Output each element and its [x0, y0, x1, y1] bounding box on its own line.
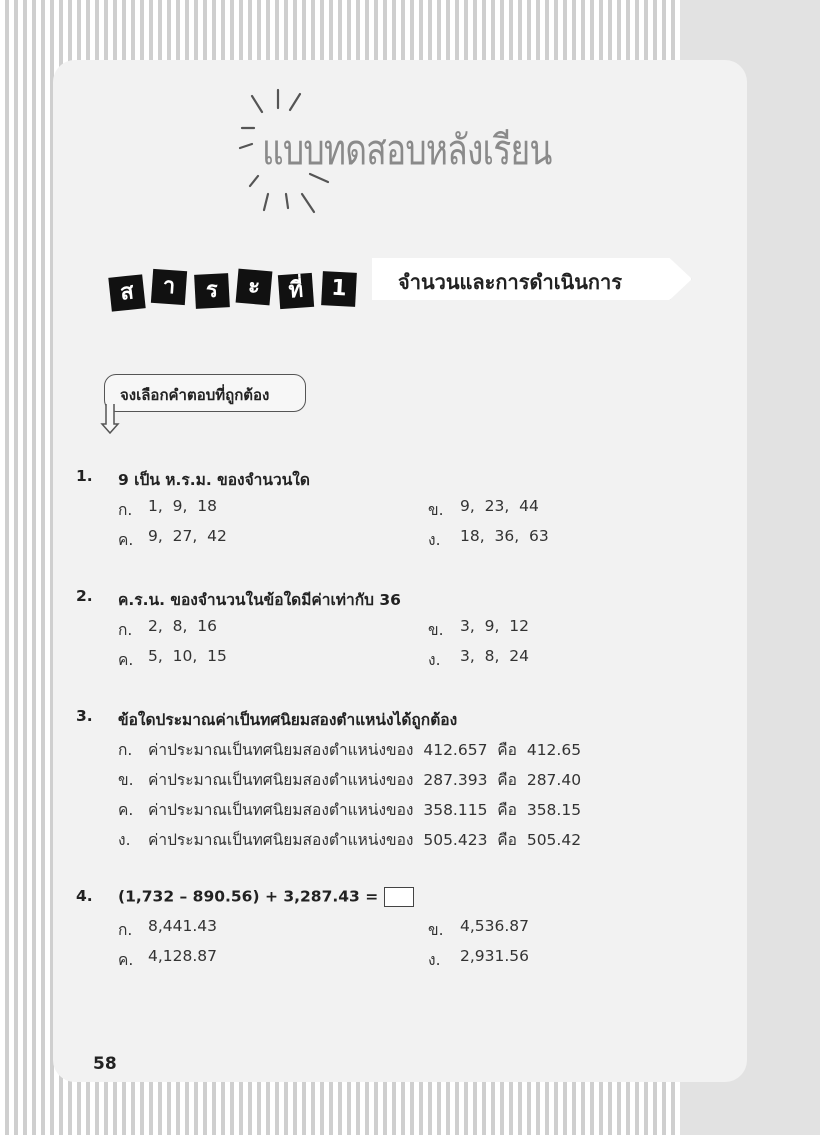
option-key: ข. [428, 921, 444, 939]
question-text: ข้อใดประมาณค่าเป็นทศนิยมสองตำแหน่งได้ถูกต้อง [118, 711, 458, 729]
question-number: 1. [76, 467, 93, 485]
option-text: 2,931.56 [460, 947, 530, 965]
section-badge: 1 [321, 271, 357, 307]
section-badge: ร [194, 273, 230, 309]
question-text: ค.ร.น. ของจำนวนในข้อใดมีค่าเท่ากับ 36 [118, 591, 401, 609]
option-key: ข. [428, 501, 444, 519]
option-text: 18, 36, 63 [460, 527, 549, 545]
option-text: 9, 27, 42 [148, 527, 227, 545]
option-key: ค. [118, 531, 134, 549]
speech-tail-icon [100, 404, 126, 434]
section-badge: ที่ [278, 273, 314, 309]
question-text: 9 เป็น ห.ร.ม. ของจำนวนใด [118, 471, 310, 489]
option-key: ง. [118, 831, 131, 849]
option-text: 2, 8, 16 [148, 617, 218, 635]
instruction-text: จงเลือกคำตอบที่ถูกต้อง [120, 386, 270, 404]
option-key: ง. [428, 531, 441, 549]
option-text: ค่าประมาณเป็นทศนิยมสองตำแหน่งของ 287.393 คือ 287.40 [148, 771, 582, 789]
option-text: 1, 9, 18 [148, 497, 218, 515]
option-key: ก. [118, 621, 133, 639]
option-text: 3, 8, 24 [460, 647, 530, 665]
option-text: ค่าประมาณเป็นทศนิยมสองตำแหน่งของ 358.115 คือ 358.15 [148, 801, 582, 819]
option-key: ค. [118, 801, 134, 819]
option-text: 4,536.87 [460, 917, 530, 935]
option-key: ข. [428, 621, 444, 639]
option-key: ง. [428, 951, 441, 969]
option-text: 4,128.87 [148, 947, 218, 965]
option-text: ค่าประมาณเป็นทศนิยมสองตำแหน่งของ 412.657 คือ 412.65 [148, 741, 582, 759]
page-number: 58 [93, 1054, 117, 1074]
option-text: 3, 9, 12 [460, 617, 530, 635]
option-text: 8,441.43 [148, 917, 218, 935]
question-number: 3. [76, 707, 93, 725]
option-key: ค. [118, 651, 134, 669]
option-key: ค. [118, 951, 134, 969]
answer-box[interactable] [384, 887, 414, 907]
option-key: ง. [428, 651, 441, 669]
section-badge: า [151, 269, 187, 305]
question-number: 2. [76, 587, 93, 605]
option-key: ก. [118, 501, 133, 519]
option-text: 5, 10, 15 [148, 647, 227, 665]
section-badge: ส [108, 274, 145, 311]
page-title: แบบทดสอบหลังเรียน [262, 126, 552, 174]
section-badge: ะ [236, 269, 273, 306]
question-text: (1,732 – 890.56) + 3,287.43 = [118, 887, 379, 906]
option-key: ก. [118, 921, 133, 939]
section-name: จำนวนและการดำเนินการ [398, 270, 622, 294]
option-text: ค่าประมาณเป็นทศนิยมสองตำแหน่งของ 505.423 คือ 505.42 [148, 831, 582, 849]
question-text-wrap [118, 887, 414, 907]
option-key: ข. [118, 771, 134, 789]
option-text: 9, 23, 44 [460, 497, 539, 515]
question-number: 4. [76, 887, 93, 905]
option-key: ก. [118, 741, 133, 759]
